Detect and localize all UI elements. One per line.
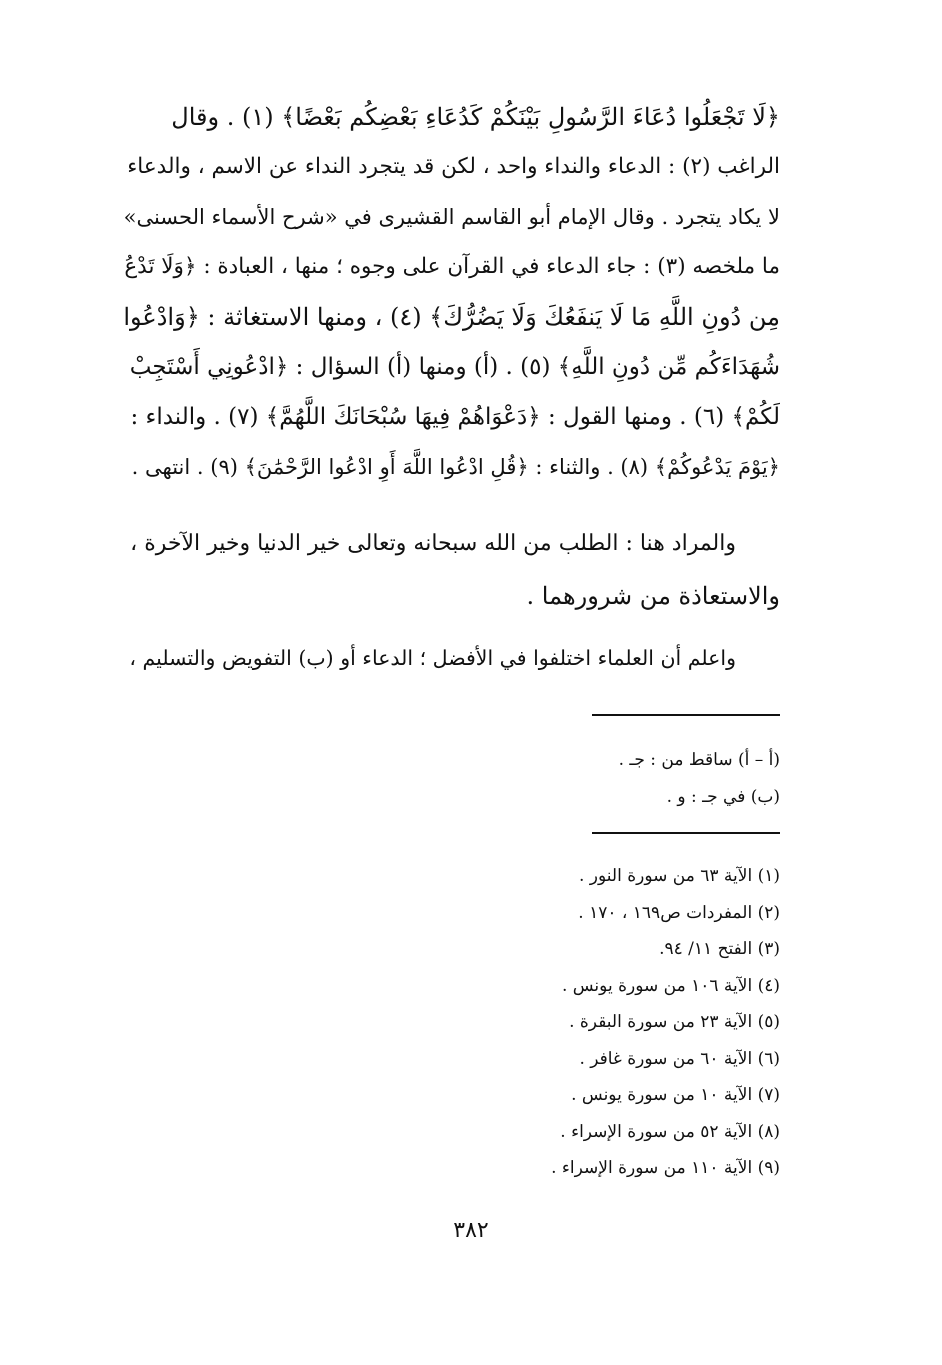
- body-line: ﴿يَوْمَ يَدْعُوكُمْ﴾ (٨) . والثناء : ﴿قُلِ ادْعُوا اللَّهَ أَوِ ادْعُوا الرَّحْمَٰنَ﴾ (٩) . انتهى .: [131, 455, 780, 479]
- variant-note: (أ – أ) ساقط من : جـ .: [618, 750, 780, 770]
- main-paragraph: [120, 92, 780, 492]
- body-line: الراغب (٢) : الدعاء والنداء واحد ، لكن قد يتجرد النداء عن الاسم ، والدعاء: [127, 154, 780, 179]
- footnote: (١) الآية ٦٣ من سورة النور .: [579, 866, 780, 886]
- body-line: شُهَدَاءَكُم مِّن دُونِ اللَّهِ﴾ (٥) . (أ) ومنها (أ) السؤال : ﴿ادْعُونِي أَسْتَجِبْ: [129, 354, 780, 380]
- body-line: مِن دُونِ اللَّهِ مَا لَا يَنفَعُكَ وَلَا يَضُرُّكَ﴾ (٤) ، ومنها الاستغاثة : ﴿وَادْعُوا: [123, 303, 780, 331]
- footnote: (٤) الآية ١٠٦ من سورة يونس .: [561, 975, 780, 996]
- variant-notes: [200, 742, 780, 815]
- footnotes: [200, 858, 780, 1187]
- body-line: واعلم أن العلماء اختلفوا في الأفضل ؛ الدعاء أو (ب) التفويض والتسليم ،: [129, 646, 736, 670]
- third-paragraph: [120, 632, 780, 684]
- body-line: ﴿لَا تَجْعَلُوا دُعَاءَ الرَّسُولِ بَيْنَكُمْ كَدُعَاءِ بَعْضِكُم بَعْضًا﴾ (١) . وقال: [171, 103, 780, 131]
- body-line: والاستعاذة من شرورهما .: [526, 582, 780, 610]
- body-line: والمراد هنا : الطلب من الله سبحانه وتعالى خير الدنيا وخير الآخرة ،: [130, 531, 736, 556]
- footnote: (٣) الفتح ١١/ ٩٤.: [659, 939, 780, 959]
- page-number: ٣٨٢: [453, 1218, 489, 1243]
- footnote: (٨) الآية ٥٢ من سورة الإسراء .: [560, 1121, 780, 1142]
- footnote-divider: [592, 714, 780, 716]
- body-line: ما ملخصه (٣) : جاء الدعاء في القرآن على وجوه ؛ منها ، العبادة : ﴿وَلَا تَدْعُ: [124, 254, 780, 279]
- variant-note: (ب) في جـ : و .: [666, 786, 780, 807]
- body-line: لَكُمْ﴾ (٦) . ومنها القول : ﴿دَعْوَاهُمْ فِيهَا سُبْحَانَكَ اللَّهُمَّ﴾ (٧) . والنداء :: [130, 404, 780, 430]
- body-line: لا يكاد يتجرد . وقال الإمام أبو القاسم القشيرى في «شرح الأسماء الحسنى»: [123, 205, 780, 229]
- footnote: (٧) الآية ١٠ من سورة يونس .: [571, 1085, 780, 1105]
- footnote-divider: [592, 832, 780, 834]
- second-paragraph: [120, 518, 780, 622]
- footnote: (٦) الآية ٦٠ من سورة غافر .: [579, 1048, 780, 1069]
- footnote: (٩) الآية ١١٠ من سورة الإسراء .: [551, 1158, 780, 1178]
- footnote: (٥) الآية ٢٣ من سورة البقرة .: [569, 1012, 780, 1032]
- footnote: (٢) المفردات ص١٦٩ ، ١٧٠ .: [578, 902, 780, 923]
